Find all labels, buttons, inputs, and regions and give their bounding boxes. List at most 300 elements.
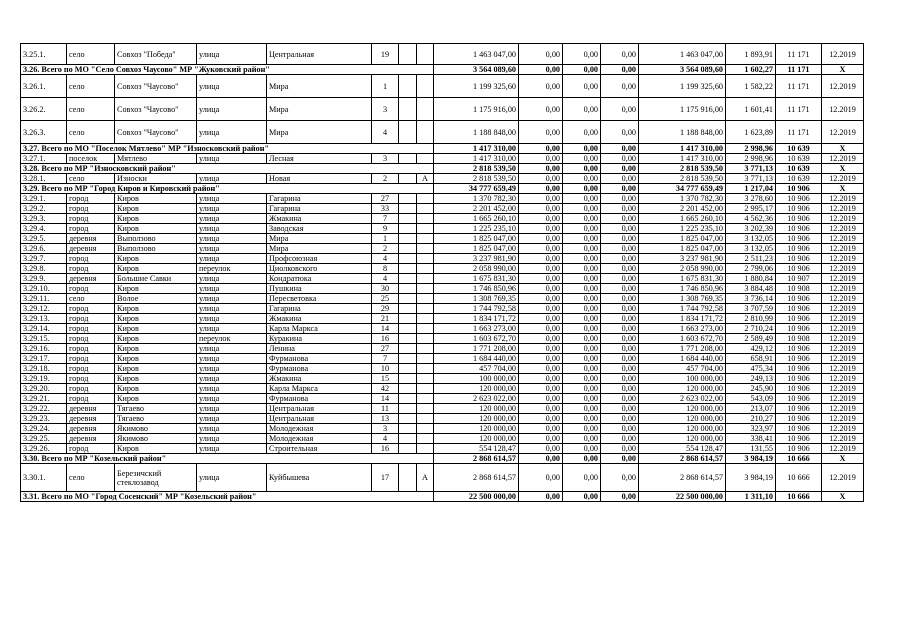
- cell-house-letter: [417, 344, 434, 354]
- cell-federal-funds: 0,00: [519, 304, 563, 314]
- cell-settlement-name: Выползово: [115, 234, 197, 244]
- cell-owners-funds: 1 771 208,00: [639, 344, 726, 354]
- cell-row-number: 3.29.12.: [21, 304, 67, 314]
- cell-street-name: Центральная: [267, 414, 372, 424]
- cell-house-number: 30: [372, 284, 399, 294]
- cell-municipal-funds: 0,00: [601, 364, 639, 374]
- cell-building-number: [399, 284, 417, 294]
- cell-street-name: Центральная: [267, 44, 372, 65]
- cell-street-name: Фурманова: [267, 394, 372, 404]
- cell-cost-limit: 10 906: [776, 394, 822, 404]
- cell-row-number: 3.29.3.: [21, 214, 67, 224]
- cell-house-letter: [417, 204, 434, 214]
- table-row: [21, 314, 864, 324]
- subtotal-label: 3.27. Всего по МО "Поселок Мятлево" МР "Износковский район": [21, 144, 434, 154]
- table-row: [21, 274, 864, 284]
- cell-total-cost: 1 834 171,72: [434, 314, 519, 324]
- cell-regional-funds: 0,00: [563, 334, 601, 344]
- cell-row-number: 3.30.1.: [21, 464, 67, 492]
- cell-house-letter: [417, 424, 434, 434]
- cell-settlement-type: село: [67, 44, 115, 65]
- cell-house-letter: [417, 314, 434, 324]
- cell-federal-funds: 0,00: [519, 394, 563, 404]
- cell-row-number: 3.29.4.: [21, 224, 67, 234]
- subtotal-federal-funds: 0,00: [519, 144, 563, 154]
- cell-federal-funds: 0,00: [519, 264, 563, 274]
- cell-house-number: 4: [372, 434, 399, 444]
- cell-cost-per-sqm: 1 880,84: [726, 274, 776, 284]
- cell-owners-funds: 120 000,00: [639, 404, 726, 414]
- cell-house-letter: [417, 98, 434, 121]
- cell-cost-per-sqm: 2 799,06: [726, 264, 776, 274]
- cell-federal-funds: 0,00: [519, 354, 563, 364]
- cell-completion-date: 12.2019: [822, 394, 864, 404]
- cell-federal-funds: 0,00: [519, 174, 563, 184]
- cell-street-name: Фурманова: [267, 354, 372, 364]
- cell-cost-per-sqm: 249,13: [726, 374, 776, 384]
- cell-municipal-funds: 0,00: [601, 434, 639, 444]
- cell-completion-date: 12.2019: [822, 464, 864, 492]
- cell-house-letter: [417, 364, 434, 374]
- cell-settlement-name: Киров: [115, 194, 197, 204]
- cell-building-number: [399, 354, 417, 364]
- cell-total-cost: 1 225 235,10: [434, 224, 519, 234]
- cell-street-name: Жмакина: [267, 214, 372, 224]
- cell-building-number: [399, 334, 417, 344]
- cell-federal-funds: 0,00: [519, 314, 563, 324]
- cell-building-number: [399, 294, 417, 304]
- cell-settlement-type: город: [67, 204, 115, 214]
- cell-owners-funds: 1 603 672,70: [639, 334, 726, 344]
- cell-completion-date: 12.2019: [822, 434, 864, 444]
- cell-completion-date: 12.2019: [822, 254, 864, 264]
- cell-settlement-type: город: [67, 344, 115, 354]
- cell-cost-per-sqm: 429,12: [726, 344, 776, 354]
- cell-settlement-type: город: [67, 254, 115, 264]
- cell-house-letter: [417, 274, 434, 284]
- cell-owners-funds: 100 000,00: [639, 374, 726, 384]
- cell-cost-limit: 10 906: [776, 294, 822, 304]
- cell-house-letter: [417, 284, 434, 294]
- cell-owners-funds: 1 175 916,00: [639, 98, 726, 121]
- subtotal-row: [21, 454, 864, 464]
- cell-federal-funds: 0,00: [519, 384, 563, 394]
- cell-completion-date: 12.2019: [822, 364, 864, 374]
- cell-federal-funds: 0,00: [519, 244, 563, 254]
- subtotal-row: [21, 164, 864, 174]
- cell-street-name: Мира: [267, 234, 372, 244]
- subtotal-total-cost: 2 818 539,50: [434, 164, 519, 174]
- cell-street-type: улица: [197, 384, 267, 394]
- cell-total-cost: 1 417 310,00: [434, 154, 519, 164]
- cell-total-cost: 2 868 614,57: [434, 464, 519, 492]
- cell-street-name: Циолковского: [267, 264, 372, 274]
- cell-cost-limit: 10 906: [776, 354, 822, 364]
- table-row: [21, 234, 864, 244]
- cell-owners-funds: 120 000,00: [639, 434, 726, 444]
- cell-row-number: 3.29.7.: [21, 254, 67, 264]
- cell-settlement-name: Совхоз "Победа": [115, 44, 197, 65]
- cell-house-letter: [417, 394, 434, 404]
- table-body: [21, 44, 864, 502]
- cell-street-name: Гагарина: [267, 304, 372, 314]
- cell-street-type: улица: [197, 154, 267, 164]
- table-row: [21, 294, 864, 304]
- cell-regional-funds: 0,00: [563, 154, 601, 164]
- cell-street-type: переулок: [197, 334, 267, 344]
- cell-house-number: 10: [372, 364, 399, 374]
- table-row: [21, 174, 864, 184]
- cell-owners-funds: 120 000,00: [639, 414, 726, 424]
- subtotal-federal-funds: 0,00: [519, 492, 563, 502]
- cell-total-cost: 1 825 047,00: [434, 234, 519, 244]
- cell-federal-funds: 0,00: [519, 274, 563, 284]
- cell-house-letter: [417, 444, 434, 454]
- cell-owners-funds: 457 704,00: [639, 364, 726, 374]
- cell-settlement-type: город: [67, 364, 115, 374]
- table-row: [21, 364, 864, 374]
- cell-house-letter: [417, 304, 434, 314]
- cell-settlement-name: Киров: [115, 444, 197, 454]
- subtotal-municipal-funds: 0,00: [601, 144, 639, 154]
- cell-house-number: 25: [372, 294, 399, 304]
- cell-house-number: 7: [372, 354, 399, 364]
- cell-federal-funds: 0,00: [519, 121, 563, 144]
- cell-row-number: 3.29.19.: [21, 374, 67, 384]
- cell-street-type: улица: [197, 121, 267, 144]
- cell-total-cost: 120 000,00: [434, 434, 519, 444]
- cell-cost-limit: 10 908: [776, 334, 822, 344]
- cell-street-name: Жмакина: [267, 314, 372, 324]
- cell-row-number: 3.29.26.: [21, 444, 67, 454]
- cell-street-type: улица: [197, 294, 267, 304]
- cell-house-letter: А: [417, 464, 434, 492]
- cell-street-name: Гагарина: [267, 204, 372, 214]
- cell-building-number: [399, 424, 417, 434]
- cell-completion-date: 12.2019: [822, 274, 864, 284]
- cell-cost-per-sqm: 658,91: [726, 354, 776, 364]
- cell-municipal-funds: 0,00: [601, 75, 639, 98]
- cell-cost-per-sqm: 2 810,99: [726, 314, 776, 324]
- cell-municipal-funds: 0,00: [601, 394, 639, 404]
- cell-completion-date: 12.2019: [822, 324, 864, 334]
- cell-settlement-name: Якимово: [115, 424, 197, 434]
- cell-owners-funds: 1 463 047,00: [639, 44, 726, 65]
- cell-municipal-funds: 0,00: [601, 374, 639, 384]
- cell-owners-funds: 1 825 047,00: [639, 244, 726, 254]
- cell-cost-limit: 10 907: [776, 274, 822, 284]
- cell-house-number: 8: [372, 264, 399, 274]
- cell-municipal-funds: 0,00: [601, 194, 639, 204]
- cell-settlement-name: Совхоз "Чаусово": [115, 75, 197, 98]
- table-row: [21, 404, 864, 414]
- cell-municipal-funds: 0,00: [601, 304, 639, 314]
- cell-settlement-type: село: [67, 75, 115, 98]
- cell-cost-limit: 10 906: [776, 374, 822, 384]
- cell-house-letter: [417, 214, 434, 224]
- cell-house-letter: [417, 414, 434, 424]
- cell-row-number: 3.29.16.: [21, 344, 67, 354]
- subtotal-municipal-funds: 0,00: [601, 454, 639, 464]
- cell-street-name: Карла Маркса: [267, 324, 372, 334]
- cell-completion-date: 12.2019: [822, 224, 864, 234]
- cell-cost-limit: 10 906: [776, 384, 822, 394]
- cell-house-number: 27: [372, 194, 399, 204]
- cell-federal-funds: 0,00: [519, 374, 563, 384]
- cell-row-number: 3.29.17.: [21, 354, 67, 364]
- cell-building-number: [399, 274, 417, 284]
- cell-cost-limit: 10 906: [776, 424, 822, 434]
- table-row: [21, 354, 864, 364]
- subtotal-cost-limit: 10 666: [776, 454, 822, 464]
- cell-building-number: [399, 174, 417, 184]
- cell-total-cost: 1 746 850,96: [434, 284, 519, 294]
- cell-federal-funds: 0,00: [519, 334, 563, 344]
- cell-owners-funds: 120 000,00: [639, 424, 726, 434]
- cell-total-cost: 2 058 990,00: [434, 264, 519, 274]
- cell-settlement-type: город: [67, 194, 115, 204]
- cell-total-cost: 2 201 452,00: [434, 204, 519, 214]
- subtotal-row: [21, 492, 864, 502]
- cell-house-number: 3: [372, 424, 399, 434]
- subtotal-total-cost: 22 500 000,00: [434, 492, 519, 502]
- cell-federal-funds: 0,00: [519, 324, 563, 334]
- cell-regional-funds: 0,00: [563, 274, 601, 284]
- cell-street-type: улица: [197, 414, 267, 424]
- cell-cost-limit: 10 906: [776, 444, 822, 454]
- cell-federal-funds: 0,00: [519, 364, 563, 374]
- cell-owners-funds: 1 744 792,58: [639, 304, 726, 314]
- cell-settlement-name: Совхоз "Чаусово": [115, 121, 197, 144]
- cell-cost-limit: 10 906: [776, 314, 822, 324]
- cell-cost-limit: 10 906: [776, 364, 822, 374]
- cell-cost-per-sqm: 2 710,24: [726, 324, 776, 334]
- cell-completion-date: 12.2019: [822, 154, 864, 164]
- cell-house-letter: [417, 334, 434, 344]
- cell-total-cost: 1 175 916,00: [434, 98, 519, 121]
- cell-settlement-name: Киров: [115, 214, 197, 224]
- cell-completion-date: 12.2019: [822, 414, 864, 424]
- cell-cost-limit: 10 906: [776, 264, 822, 274]
- cell-house-number: 15: [372, 374, 399, 384]
- cell-cost-per-sqm: 543,09: [726, 394, 776, 404]
- cell-cost-per-sqm: 131,55: [726, 444, 776, 454]
- cell-house-number: 19: [372, 44, 399, 65]
- cell-building-number: [399, 214, 417, 224]
- subtotal-owners-funds: 1 417 310,00: [639, 144, 726, 154]
- subtotal-completion-date: X: [822, 144, 864, 154]
- cell-settlement-type: деревня: [67, 234, 115, 244]
- cell-settlement-name: Киров: [115, 264, 197, 274]
- subtotal-completion-date: X: [822, 184, 864, 194]
- cell-regional-funds: 0,00: [563, 234, 601, 244]
- cell-owners-funds: 1 746 850,96: [639, 284, 726, 294]
- cell-settlement-type: село: [67, 294, 115, 304]
- cell-street-type: улица: [197, 324, 267, 334]
- cell-building-number: [399, 434, 417, 444]
- cell-settlement-name: Киров: [115, 374, 197, 384]
- cell-total-cost: 120 000,00: [434, 404, 519, 414]
- cell-building-number: [399, 244, 417, 254]
- table-row: [21, 194, 864, 204]
- cell-federal-funds: 0,00: [519, 404, 563, 414]
- cell-owners-funds: 1 199 325,60: [639, 75, 726, 98]
- cell-settlement-name: Киров: [115, 364, 197, 374]
- cell-total-cost: 1 744 792,58: [434, 304, 519, 314]
- cell-settlement-name: Совхоз "Чаусово": [115, 98, 197, 121]
- cell-row-number: 3.26.1.: [21, 75, 67, 98]
- cell-owners-funds: 1 308 769,35: [639, 294, 726, 304]
- cell-house-number: 17: [372, 464, 399, 492]
- cell-settlement-name: Киров: [115, 304, 197, 314]
- cell-completion-date: 12.2019: [822, 424, 864, 434]
- cell-settlement-name: Якимово: [115, 434, 197, 444]
- cell-municipal-funds: 0,00: [601, 174, 639, 184]
- cell-house-number: 16: [372, 444, 399, 454]
- subtotal-cost-limit: 10 639: [776, 164, 822, 174]
- cell-building-number: [399, 224, 417, 234]
- cell-settlement-type: город: [67, 334, 115, 344]
- cell-owners-funds: 1 225 235,10: [639, 224, 726, 234]
- cell-municipal-funds: 0,00: [601, 234, 639, 244]
- cell-federal-funds: 0,00: [519, 194, 563, 204]
- cell-building-number: [399, 264, 417, 274]
- cell-street-name: Гагарина: [267, 194, 372, 204]
- cell-cost-per-sqm: 3 132,05: [726, 244, 776, 254]
- cell-house-number: 1: [372, 75, 399, 98]
- cell-cost-limit: 10 906: [776, 204, 822, 214]
- cell-street-type: улица: [197, 304, 267, 314]
- cell-completion-date: 12.2019: [822, 314, 864, 324]
- cell-house-number: 4: [372, 121, 399, 144]
- cell-federal-funds: 0,00: [519, 254, 563, 264]
- subtotal-row: [21, 184, 864, 194]
- cell-regional-funds: 0,00: [563, 344, 601, 354]
- cell-regional-funds: 0,00: [563, 384, 601, 394]
- subtotal-cost-limit: 10 666: [776, 492, 822, 502]
- cell-settlement-type: деревня: [67, 424, 115, 434]
- cell-settlement-type: город: [67, 374, 115, 384]
- cell-street-name: Куйбышева: [267, 464, 372, 492]
- cell-completion-date: 12.2019: [822, 354, 864, 364]
- table-row: [21, 214, 864, 224]
- cell-cost-limit: 10 639: [776, 154, 822, 164]
- cell-regional-funds: 0,00: [563, 284, 601, 294]
- cell-house-number: 7: [372, 214, 399, 224]
- table-row: [21, 434, 864, 444]
- cell-house-letter: [417, 384, 434, 394]
- cell-row-number: 3.29.1.: [21, 194, 67, 204]
- cell-completion-date: 12.2019: [822, 284, 864, 294]
- cell-regional-funds: 0,00: [563, 374, 601, 384]
- cell-house-letter: [417, 44, 434, 65]
- cell-house-number: 16: [372, 334, 399, 344]
- cell-settlement-name: Тягаево: [115, 404, 197, 414]
- cell-total-cost: 2 623 022,00: [434, 394, 519, 404]
- cell-settlement-type: город: [67, 224, 115, 234]
- subtotal-regional-funds: 0,00: [563, 492, 601, 502]
- cell-cost-per-sqm: 4 562,36: [726, 214, 776, 224]
- cell-municipal-funds: 0,00: [601, 354, 639, 364]
- cell-settlement-name: Киров: [115, 314, 197, 324]
- cell-cost-limit: 10 906: [776, 234, 822, 244]
- cell-street-type: улица: [197, 224, 267, 234]
- cell-house-number: 29: [372, 304, 399, 314]
- cell-owners-funds: 2 623 022,00: [639, 394, 726, 404]
- cell-regional-funds: 0,00: [563, 404, 601, 414]
- table-row: [21, 444, 864, 454]
- cell-house-number: 2: [372, 244, 399, 254]
- cell-street-name: Пересветовка: [267, 294, 372, 304]
- cell-cost-per-sqm: 3 984,19: [726, 464, 776, 492]
- cell-completion-date: 12.2019: [822, 234, 864, 244]
- cell-house-number: 11: [372, 404, 399, 414]
- cell-total-cost: 120 000,00: [434, 424, 519, 434]
- table-row: [21, 304, 864, 314]
- cell-house-number: 3: [372, 98, 399, 121]
- cell-settlement-type: город: [67, 284, 115, 294]
- cell-house-letter: [417, 324, 434, 334]
- cell-settlement-type: деревня: [67, 244, 115, 254]
- cell-building-number: [399, 98, 417, 121]
- cell-settlement-type: город: [67, 354, 115, 364]
- cell-municipal-funds: 0,00: [601, 324, 639, 334]
- subtotal-owners-funds: 2 818 539,50: [639, 164, 726, 174]
- cell-municipal-funds: 0,00: [601, 44, 639, 65]
- cell-house-number: 14: [372, 324, 399, 334]
- cell-settlement-type: село: [67, 174, 115, 184]
- cell-settlement-name: Износки: [115, 174, 197, 184]
- cell-street-name: Профсоюзная: [267, 254, 372, 264]
- subtotal-federal-funds: 0,00: [519, 65, 563, 75]
- cell-municipal-funds: 0,00: [601, 224, 639, 234]
- cell-federal-funds: 0,00: [519, 464, 563, 492]
- cell-street-type: улица: [197, 444, 267, 454]
- cell-house-number: 3: [372, 154, 399, 164]
- table-row: [21, 464, 864, 492]
- cell-owners-funds: 554 128,47: [639, 444, 726, 454]
- cell-house-number: 2: [372, 174, 399, 184]
- subtotal-municipal-funds: 0,00: [601, 164, 639, 174]
- cell-street-name: Пушкина: [267, 284, 372, 294]
- cell-street-type: улица: [197, 464, 267, 492]
- subtotal-municipal-funds: 0,00: [601, 492, 639, 502]
- cell-settlement-type: село: [67, 464, 115, 492]
- cell-house-number: 4: [372, 274, 399, 284]
- subtotal-federal-funds: 0,00: [519, 164, 563, 174]
- cell-street-name: Мира: [267, 244, 372, 254]
- cell-settlement-type: деревня: [67, 404, 115, 414]
- cell-building-number: [399, 444, 417, 454]
- cell-street-name: Молодежная: [267, 424, 372, 434]
- cell-street-type: улица: [197, 424, 267, 434]
- cell-cost-per-sqm: 3 707,59: [726, 304, 776, 314]
- cell-municipal-funds: 0,00: [601, 404, 639, 414]
- cell-house-letter: [417, 234, 434, 244]
- cell-settlement-type: город: [67, 304, 115, 314]
- table-row: [21, 154, 864, 164]
- cell-federal-funds: 0,00: [519, 204, 563, 214]
- cell-federal-funds: 0,00: [519, 284, 563, 294]
- table-row: [21, 424, 864, 434]
- cell-street-type: улица: [197, 284, 267, 294]
- cell-regional-funds: 0,00: [563, 264, 601, 274]
- subtotal-regional-funds: 0,00: [563, 164, 601, 174]
- cell-owners-funds: 1 370 782,30: [639, 194, 726, 204]
- cell-building-number: [399, 204, 417, 214]
- cell-street-type: переулок: [197, 264, 267, 274]
- table-row: [21, 284, 864, 294]
